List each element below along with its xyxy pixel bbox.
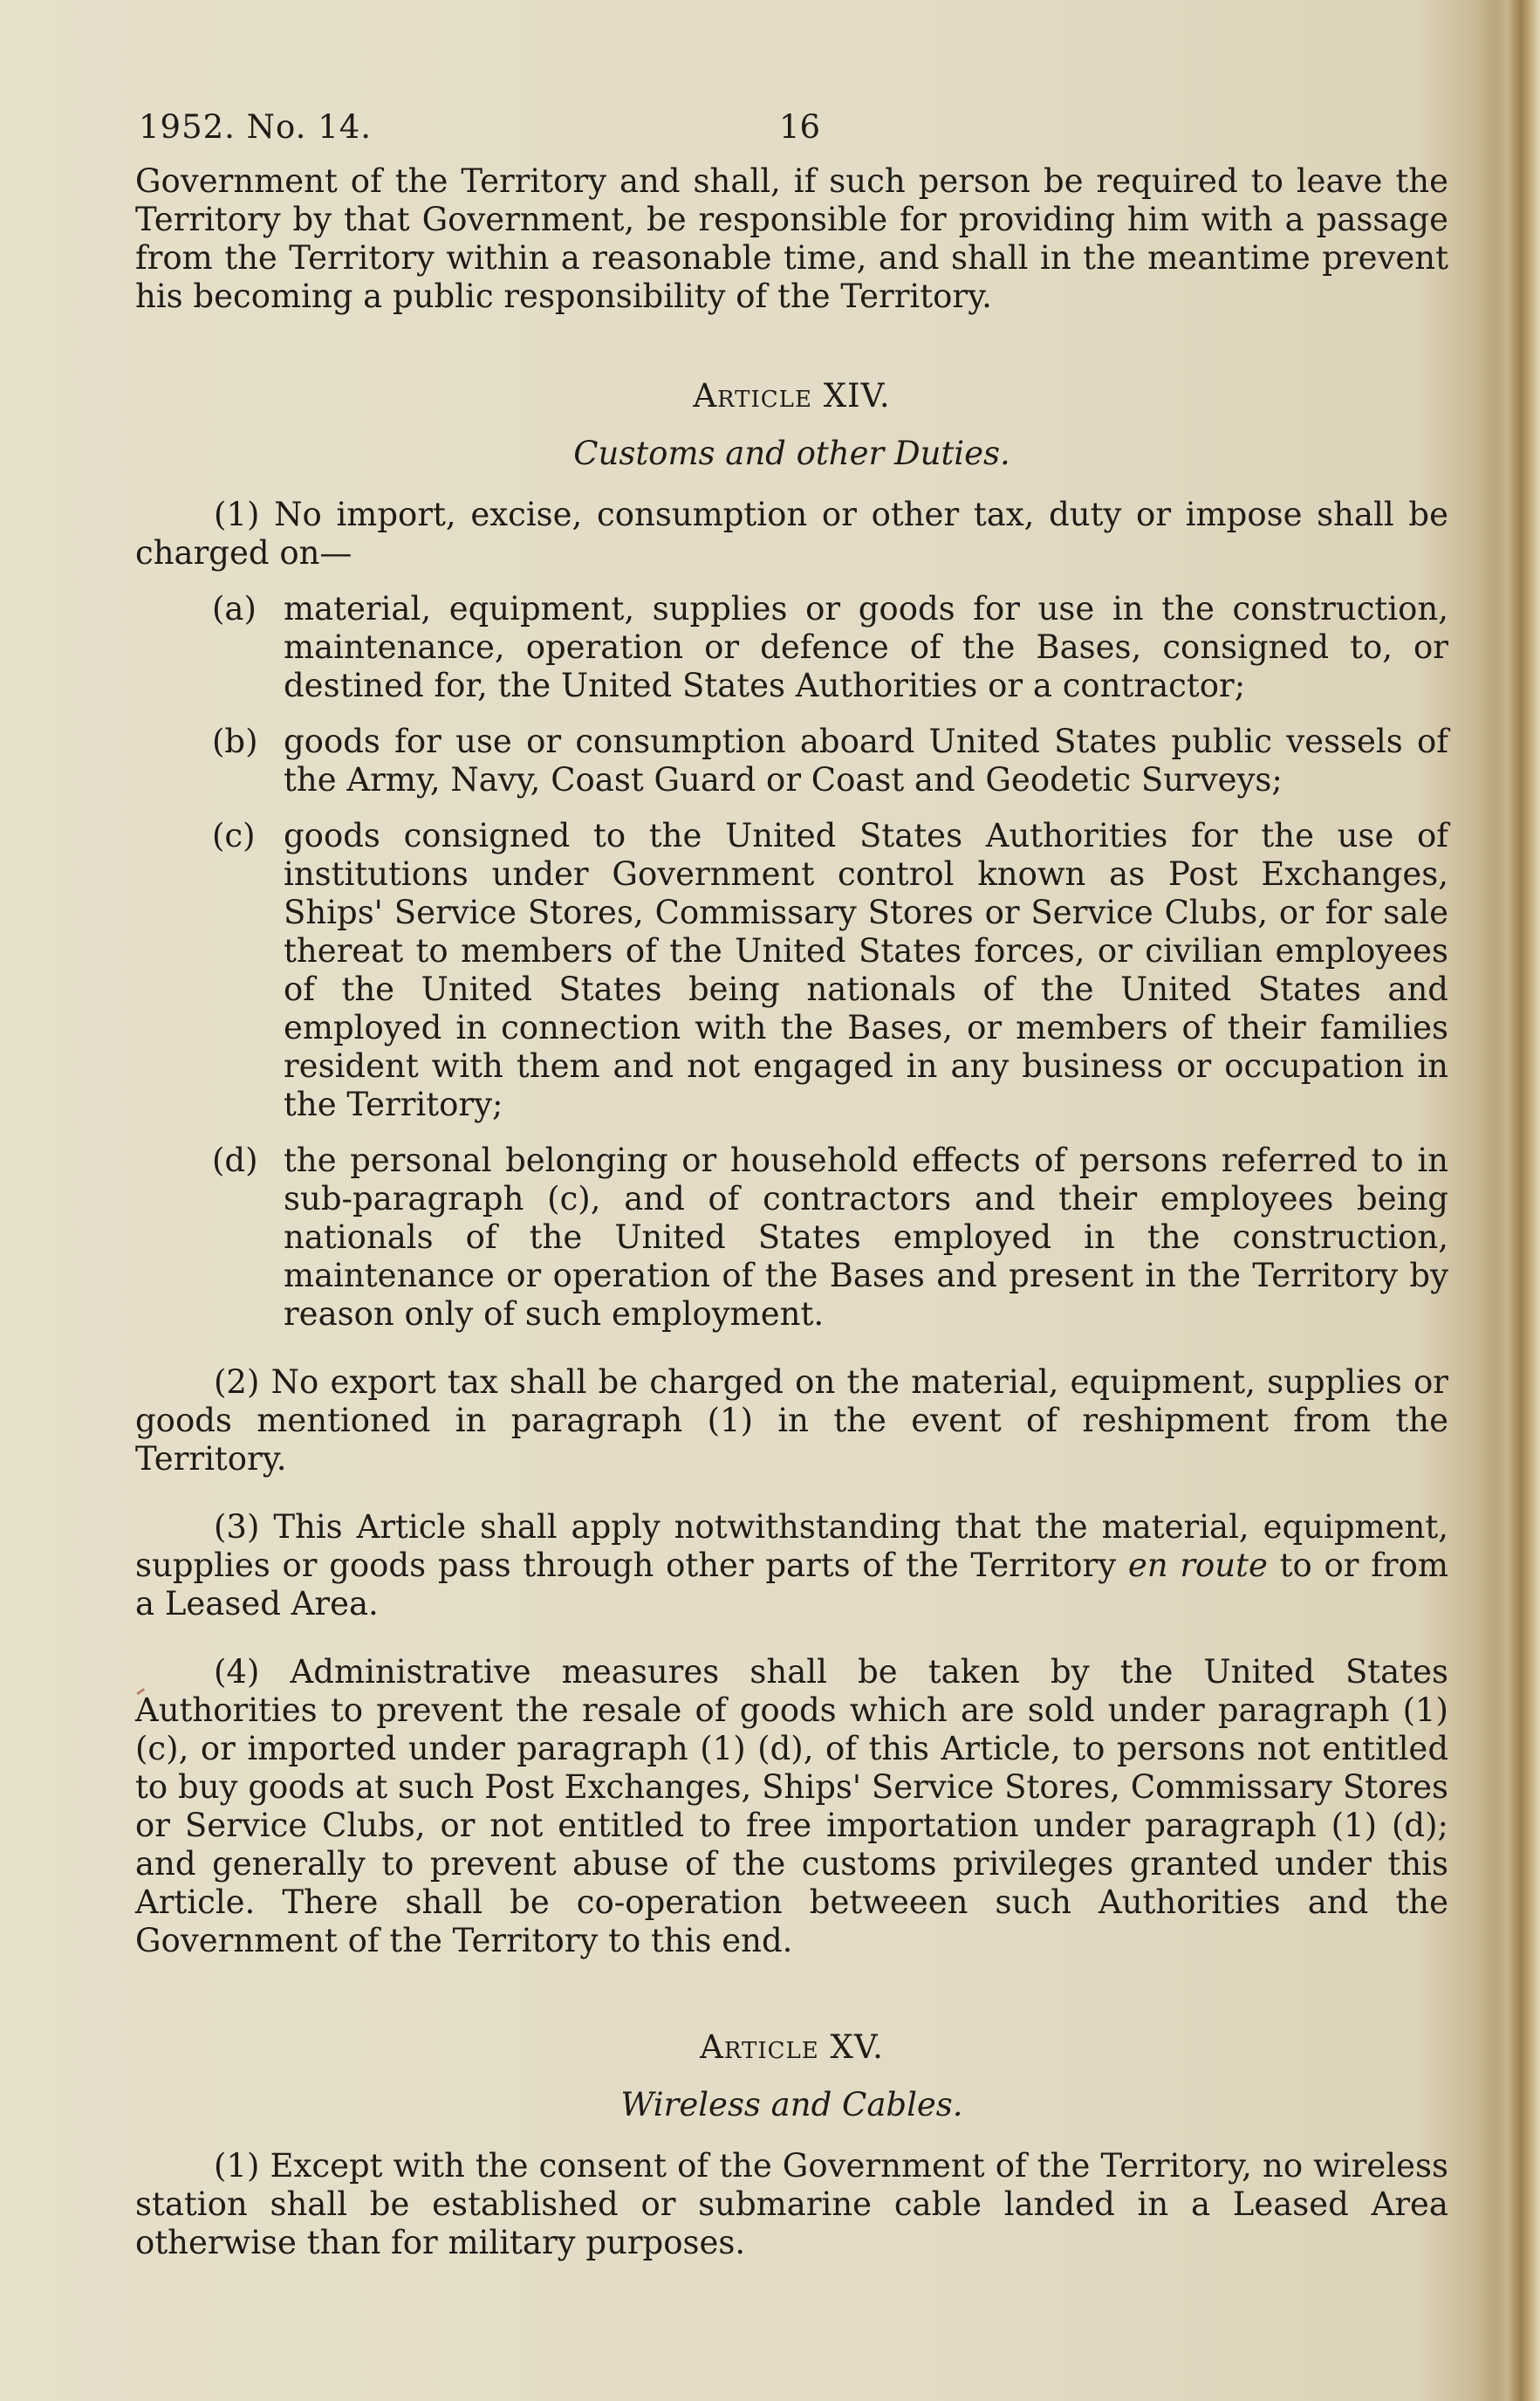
article-xv-para-1: (1) Except with the consent of the Government of the Territory, no wireless station shall be established or submarine cable landed in a Leased Area otherwise than for military purposes. [135,2147,1448,2261]
list-item [135,817,1448,1124]
para-3-text-end: to or from a Leased Area. [135,1547,1448,1622]
header-year-number: 1952. No. 14. [139,108,373,146]
article-xiv-heading [135,377,1448,415]
item-mark-d: (d) [212,1142,258,1179]
article-xiv-para-4: (4) Administrative measures shall be taken by the United States Authorities to prevent the resale of goods which are sold under paragraph (1) (c), or imported under paragraph (1) (d), of this Article, to persons not entitled to buy goods at such Post Exchanges, Ships' Service Stores, Commissary Stores or Service Clubs, or not entitled to free importation under paragraph (1) (d); and generally to prevent abuse of the customs privileges granted under this Article. There shall be co-operation betweeen such Authorities and the Government of the Territory to this end. [135,1653,1448,1959]
item-text-d: the personal belonging or household effects of persons referred to in sub-paragraph (c), and of contractors and their employees being nationals of the United States employed in the construction, maintenance or operation of the Bases and present in the Territory by reason only of such employment. [284,1142,1448,1333]
article-xiv-para-1: (1) No import, excise, consumption or other tax, duty or impose shall be charged on— [135,496,1448,572]
opening-paragraph: Government of the Territory and shall, if such person be required to leave the Territory by that Government, be responsible for providing him with a passage from the Territory within a reasonable time, and shall in the meantime prevent his becoming a public responsibility of the Territory. [135,162,1448,315]
list-item [135,1142,1448,1334]
para-3-italic-phrase: en route [1127,1547,1268,1584]
list-item [135,590,1448,705]
item-mark-b: (b) [212,723,258,760]
article-xiv-heading-word: Article [693,377,812,415]
page-number: 16 [779,108,821,146]
item-text-b: goods for use or consumption aboard United States public vessels of the Army, Navy, Coast Guard or Coast and Geodetic Surveys; [284,723,1448,799]
item-text-c: goods consigned to the United States Authorities for the use of institutions under Government control known as Post Exchanges, Ships' Service Stores, Commissary Stores or Service Clubs, or for sale thereat to members of the United States forces, or civilian employees of the United States being nationals of the United States and employed in connection with the Bases, or members of their families resident with them and not engaged in any business or occupation in the Territory; [284,817,1448,1123]
article-xv-heading [135,2028,1448,2067]
article-xv-heading-word: Article [700,2028,819,2066]
article-xv-heading-number: XV. [830,2028,884,2066]
article-xiv-subtitle: Customs and other Duties. [573,435,1010,472]
item-mark-c: (c) [212,817,256,854]
article-xiv-para-2: (2) No export tax shall be charged on the material, equipment, supplies or goods mentioned in paragraph (1) in the event of reshipment from the Territory. [135,1363,1448,1478]
page-content [135,103,1448,2262]
article-xiv-para-3 [135,1508,1448,1623]
book-spine-shadow [1489,0,1540,2401]
article-xiv-item-list [135,590,1448,1334]
article-xv-subtitle: Wireless and Cables. [620,2086,963,2123]
page-header [135,103,1448,147]
list-item [135,723,1448,799]
article-xiv-heading-number: XIV. [823,377,891,415]
item-mark-a: (a) [212,590,257,628]
para-3-text-start: (3) This Article shall apply notwithstanding that the material, equipment, supplies or goods pass through other parts of the Territory [135,1508,1448,1584]
item-text-a: material, equipment, supplies or goods for use in the construction, maintenance, operation or defence of the Bases, consigned to, or destined for, the United States Authorities or a contractor; [284,590,1448,704]
